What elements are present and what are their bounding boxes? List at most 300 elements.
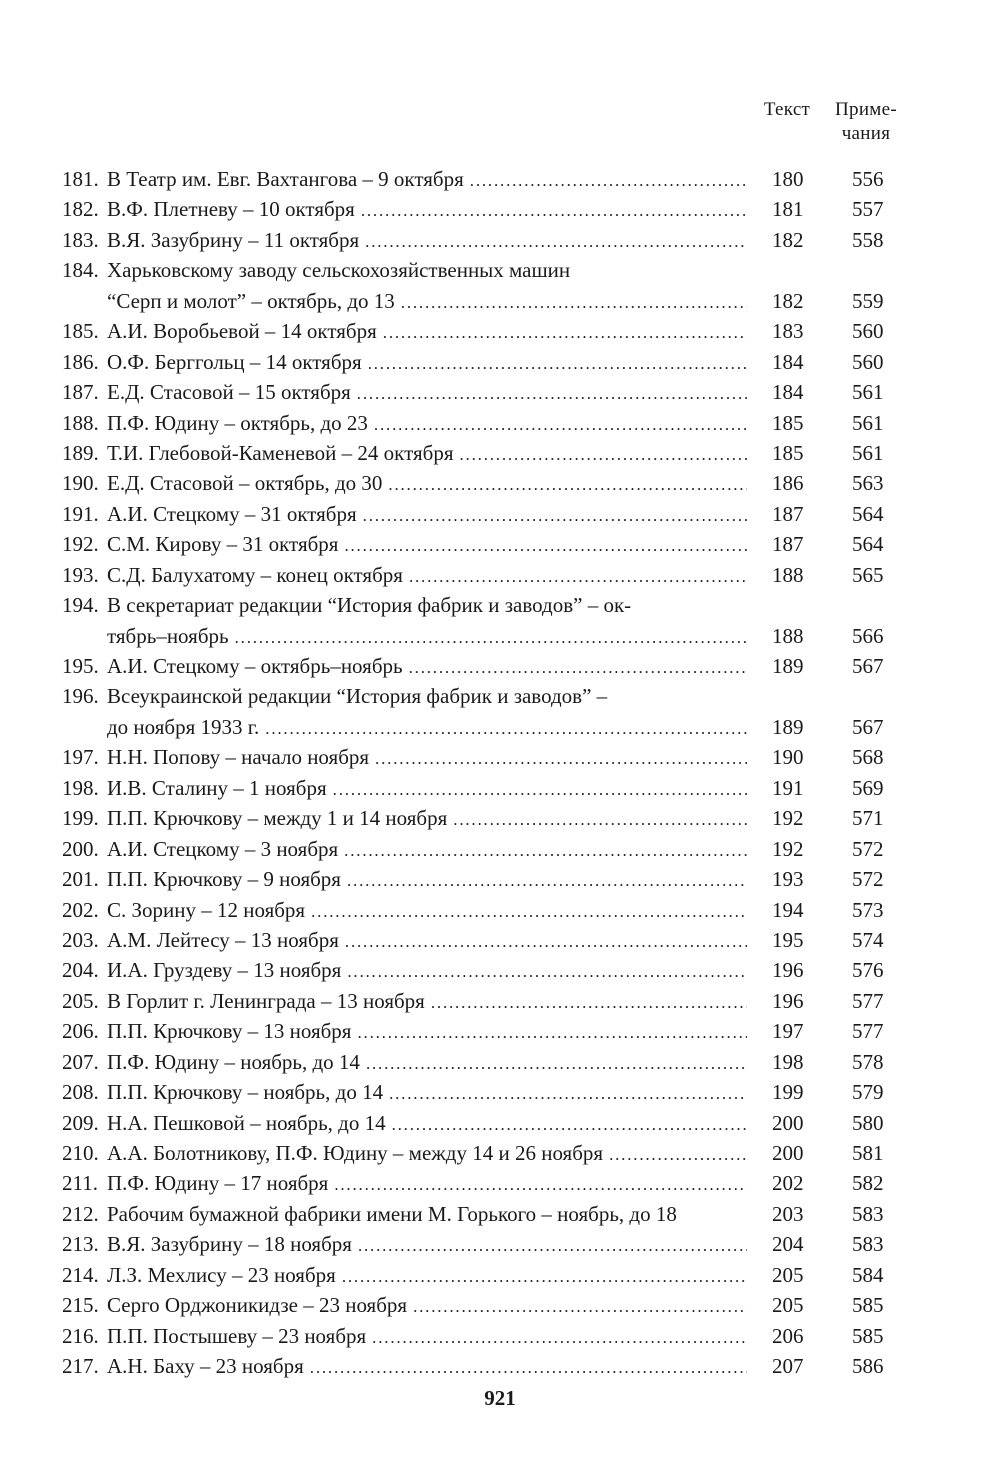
entry-title: А.И. Стецкому – октябрь–ноябрь	[107, 651, 409, 681]
dot-leader	[333, 775, 747, 805]
entry-title-with-leader	[107, 164, 747, 194]
dot-leader	[413, 1292, 747, 1322]
entry-title-with-leader	[107, 1047, 747, 1077]
toc-entry	[0, 834, 1000, 864]
dot-leader	[345, 927, 747, 957]
toc-entry-line	[0, 712, 1000, 742]
dot-leader	[347, 866, 747, 896]
toc-entry-line	[0, 225, 1000, 255]
entry-number: 197.	[62, 745, 99, 770]
notes-page-number: 581	[852, 1141, 884, 1165]
entry-number: 212.	[62, 1201, 99, 1226]
dot-leader	[334, 1170, 747, 1200]
dot-leader	[374, 410, 747, 440]
toc-entry-line	[0, 164, 1000, 194]
entry-number: 211.	[62, 1171, 98, 1196]
entry-title: П.Ф. Юдину – октябрь, до 23	[107, 408, 374, 438]
toc-entry	[0, 803, 1000, 833]
text-page-number: 185	[772, 410, 804, 435]
toc-entry	[0, 408, 1000, 438]
entry-title-with-leader	[107, 225, 747, 255]
dot-leader	[342, 1262, 747, 1292]
entry-title: Л.З. Мехлису – 23 ноября	[107, 1260, 342, 1290]
entry-title-with-leader	[107, 560, 747, 590]
toc-entry	[0, 1047, 1000, 1077]
text-page-number: 205	[772, 1293, 804, 1318]
text-page-number: 186	[772, 471, 804, 496]
toc-entry	[0, 1016, 1000, 1046]
toc-entry	[0, 955, 1000, 985]
entry-title-with-leader	[107, 499, 747, 529]
column-header-text-label: Текст	[763, 99, 811, 120]
entry-title-with-leader	[107, 377, 747, 407]
text-page-number: 205	[772, 1262, 804, 1287]
dot-leader	[361, 196, 747, 226]
toc-entry-line	[0, 1229, 1000, 1259]
entry-title: И.В. Сталину – 1 ноября	[107, 773, 333, 803]
entry-title: П.П. Постышеву – 23 ноября	[107, 1321, 372, 1351]
dot-leader	[310, 1353, 747, 1383]
notes-page-number: 567	[852, 714, 884, 739]
entry-title: Всеукраинской редакции “История фабрик и заводов” –	[107, 684, 608, 709]
notes-page-number: 556	[852, 167, 884, 191]
text-page-number: 206	[772, 1323, 804, 1348]
toc-entry	[0, 1077, 1000, 1107]
toc-entry	[0, 1290, 1000, 1320]
toc-entry	[0, 590, 1000, 651]
dot-leader	[460, 440, 748, 470]
notes-page-number: 569	[852, 775, 884, 800]
text-page-number: 184	[772, 380, 804, 405]
toc-entry	[0, 225, 1000, 255]
text-page-number: 200	[772, 1110, 804, 1135]
toc-entry	[0, 468, 1000, 498]
toc-entry-line	[0, 255, 1000, 285]
notes-page-number: 578	[852, 1049, 884, 1074]
entry-number: 186.	[62, 349, 99, 374]
entry-number: 182.	[62, 197, 99, 222]
toc-entry	[0, 347, 1000, 377]
toc-entry-line	[0, 438, 1000, 468]
entry-number: 215.	[62, 1293, 99, 1318]
entry-title: В.Я. Зазубрину – 11 октября	[107, 225, 365, 255]
toc-entry-line	[0, 864, 1000, 894]
entry-number: 208.	[62, 1080, 99, 1105]
entry-title-with-leader	[107, 621, 747, 651]
entry-number: 190.	[62, 471, 99, 496]
entry-title-with-leader	[107, 438, 747, 468]
text-page-number: 204	[772, 1232, 804, 1257]
entry-title-with-leader	[107, 834, 747, 864]
dot-leader	[609, 1140, 747, 1170]
entry-title: тябрь–ноябрь	[107, 621, 235, 651]
entry-number: 209.	[62, 1110, 99, 1135]
dot-leader	[311, 897, 747, 927]
toc-entry	[0, 651, 1000, 681]
toc-entry-line	[0, 986, 1000, 1016]
text-page-number: 187	[772, 501, 804, 526]
entry-title: В Горлит г. Ленинграда – 13 ноября	[107, 986, 431, 1016]
toc-entry	[0, 316, 1000, 346]
dot-leader	[368, 349, 747, 379]
entry-title-with-leader	[107, 742, 747, 772]
notes-page-number: 577	[852, 1019, 884, 1044]
text-page-number: 182	[772, 288, 804, 313]
entry-title: В секретариат редакции “История фабрик и заводов” – ок-	[107, 593, 632, 618]
toc-entry	[0, 742, 1000, 772]
text-page-number: 192	[772, 836, 804, 861]
toc-entry	[0, 438, 1000, 468]
text-page-number: 187	[772, 532, 804, 557]
notes-page-number: 584	[852, 1262, 884, 1287]
toc-entry-line	[0, 803, 1000, 833]
dot-leader	[401, 288, 747, 318]
entry-number: 207.	[62, 1049, 99, 1074]
text-page-number: 200	[772, 1141, 804, 1165]
notes-page-number: 560	[852, 349, 884, 374]
entry-title: П.Ф. Юдину – ноябрь, до 14	[107, 1047, 366, 1077]
notes-page-number: 579	[852, 1080, 884, 1105]
toc-entry-line	[0, 1351, 1000, 1381]
entry-title: А.И. Воробьевой – 14 октября	[107, 316, 383, 346]
toc-entry-line	[0, 468, 1000, 498]
table-of-contents	[0, 164, 1000, 1382]
entry-number: 201.	[62, 867, 99, 892]
entry-title-with-leader	[107, 347, 747, 377]
toc-entry-line	[0, 621, 1000, 651]
text-page-number: 207	[772, 1354, 804, 1379]
text-page-number: 193	[772, 867, 804, 892]
entry-title-with-leader	[107, 864, 747, 894]
entry-number: 217.	[62, 1354, 99, 1379]
notes-page-number: 583	[852, 1201, 884, 1226]
toc-entry-line	[0, 681, 1000, 711]
notes-page-number: 573	[852, 897, 884, 922]
entry-title: А.И. Стецкому – 3 ноября	[107, 834, 344, 864]
entry-title: Е.Д. Стасовой – октябрь, до 30	[107, 468, 388, 498]
toc-entry	[0, 895, 1000, 925]
dot-leader	[431, 988, 747, 1018]
notes-page-number: 574	[852, 927, 884, 952]
entry-number: 194.	[62, 593, 99, 618]
entry-title: И.А. Груздеву – 13 ноября	[107, 955, 347, 985]
entry-title-with-leader	[107, 1077, 747, 1107]
entry-number: 210.	[62, 1141, 99, 1165]
toc-entry-line	[0, 194, 1000, 224]
entry-title: Е.Д. Стасовой – 15 октября	[107, 377, 357, 407]
notes-page-number: 560	[852, 319, 884, 344]
entry-title: В Театр им. Евг. Вахтангова – 9 октября	[107, 164, 470, 194]
text-page-number: 181	[772, 197, 804, 222]
notes-page-number: 559	[852, 288, 884, 313]
entry-title-with-leader	[107, 408, 747, 438]
entry-title: А.И. Стецкому – 31 октября	[107, 499, 363, 529]
entry-number: 203.	[62, 927, 99, 952]
dot-leader	[372, 1323, 747, 1353]
entry-title-with-leader	[107, 468, 747, 498]
entry-title-with-leader	[107, 1138, 747, 1168]
entry-title-with-leader	[107, 803, 747, 833]
entry-number: 205.	[62, 988, 99, 1013]
entry-title: А.А. Болотникову, П.Ф. Юдину – между 14 и 26 ноября	[107, 1138, 609, 1168]
entry-number: 192.	[62, 532, 99, 557]
dot-leader	[366, 1049, 747, 1079]
toc-entry	[0, 1321, 1000, 1351]
notes-page-number: 572	[852, 867, 884, 892]
toc-entry	[0, 529, 1000, 559]
notes-page-number: 572	[852, 836, 884, 861]
text-page-number: 188	[772, 562, 804, 587]
dot-leader	[363, 501, 747, 531]
dot-leader	[358, 1231, 747, 1261]
dot-leader	[388, 470, 747, 500]
text-page-number: 196	[772, 988, 804, 1013]
toc-entry-line	[0, 560, 1000, 590]
entry-title-with-leader	[107, 316, 747, 346]
toc-entry	[0, 864, 1000, 894]
entry-title: О.Ф. Берггольц – 14 октября	[107, 347, 368, 377]
entry-title: до ноября 1933 г.	[107, 712, 265, 742]
notes-page-number: 567	[852, 654, 884, 678]
toc-entry-line	[0, 651, 1000, 681]
notes-page-number: 582	[852, 1171, 884, 1196]
column-header-notes-line2: чания	[841, 123, 891, 144]
toc-entry	[0, 925, 1000, 955]
entry-title: “Серп и молот” – октябрь, до 13	[107, 286, 401, 316]
entry-title: Серго Орджоникидзе – 23 ноября	[107, 1290, 413, 1320]
notes-page-number: 568	[852, 745, 884, 770]
toc-entry	[0, 1351, 1000, 1381]
entry-title: А.М. Лейтесу – 13 ноября	[107, 925, 345, 955]
entry-title-with-leader	[107, 1321, 747, 1351]
notes-page-number: 583	[852, 1232, 884, 1257]
entry-number: 181.	[62, 167, 99, 191]
entry-title: П.Ф. Юдину – 17 ноября	[107, 1168, 334, 1198]
entry-title-with-leader	[107, 773, 747, 803]
text-page-number: 189	[772, 654, 804, 678]
entry-title: Харьковскому заводу сельскохозяйственных машин	[107, 258, 571, 283]
entry-number: 195.	[62, 654, 99, 678]
toc-entry	[0, 499, 1000, 529]
column-header-notes	[830, 98, 902, 146]
text-page-number: 194	[772, 897, 804, 922]
entry-title-with-leader	[107, 1016, 747, 1046]
text-page-number: 192	[772, 806, 804, 831]
notes-page-number: 564	[852, 501, 884, 526]
toc-entry-line	[0, 955, 1000, 985]
dot-leader	[344, 531, 747, 561]
entry-title-with-leader	[107, 1229, 747, 1259]
text-page-number: 198	[772, 1049, 804, 1074]
dot-leader	[365, 227, 747, 257]
text-page-number: 188	[772, 623, 804, 648]
entry-number: 196.	[62, 684, 99, 709]
toc-entry-line	[0, 1168, 1000, 1198]
toc-entry	[0, 1138, 1000, 1168]
entry-title: С.Д. Балухатому – конец октября	[107, 560, 409, 590]
notes-page-number: 576	[852, 958, 884, 983]
dot-leader	[453, 805, 747, 835]
entry-title: Рабочим бумажной фабрики имени М. Горького – ноябрь, до 18	[107, 1201, 677, 1226]
toc-entry	[0, 194, 1000, 224]
entry-number: 193.	[62, 562, 99, 587]
dot-leader	[265, 714, 747, 744]
entry-number: 216.	[62, 1323, 99, 1348]
entry-number: 206.	[62, 1019, 99, 1044]
page-number: 921	[484, 1386, 516, 1410]
text-page-number: 197	[772, 1019, 804, 1044]
text-page-number: 180	[772, 167, 804, 191]
entry-title-with-leader	[107, 1108, 747, 1138]
entry-number: 200.	[62, 836, 99, 861]
text-page-number: 196	[772, 958, 804, 983]
entry-title: А.Н. Баху – 23 ноября	[107, 1351, 310, 1381]
text-page-number: 182	[772, 227, 804, 252]
toc-entry-line	[0, 925, 1000, 955]
toc-entry	[0, 164, 1000, 194]
dot-leader	[389, 1079, 747, 1109]
entry-title: П.П. Крючкову – ноябрь, до 14	[107, 1077, 389, 1107]
dot-leader	[470, 166, 747, 196]
dot-leader	[344, 836, 747, 866]
entry-number: 183.	[62, 227, 99, 252]
entry-title: В.Ф. Плетневу – 10 октября	[107, 194, 361, 224]
toc-entry-line	[0, 895, 1000, 925]
entry-number: 214.	[62, 1262, 99, 1287]
dot-leader	[357, 1018, 747, 1048]
entry-title-with-leader	[107, 194, 747, 224]
toc-entry-line	[0, 1016, 1000, 1046]
notes-page-number: 557	[852, 197, 884, 222]
entry-title: С.М. Кирову – 31 октября	[107, 529, 344, 559]
entry-title: П.П. Крючкову – 9 ноября	[107, 864, 347, 894]
toc-entry-line	[0, 1047, 1000, 1077]
entry-title: Н.А. Пешковой – ноябрь, до 14	[107, 1108, 392, 1138]
toc-entry	[0, 1229, 1000, 1259]
entry-number: 204.	[62, 958, 99, 983]
entry-title: В.Я. Зазубрину – 18 ноября	[107, 1229, 358, 1259]
dot-leader	[235, 623, 747, 653]
dot-leader	[375, 744, 747, 774]
text-page-number: 203	[772, 1201, 804, 1226]
notes-page-number: 563	[852, 471, 884, 496]
entry-number: 202.	[62, 897, 99, 922]
notes-page-number: 585	[852, 1323, 884, 1348]
toc-entry-line	[0, 1199, 1000, 1229]
toc-entry-line	[0, 1321, 1000, 1351]
text-page-number: 185	[772, 440, 804, 465]
entry-number: 198.	[62, 775, 99, 800]
text-page-number: 189	[772, 714, 804, 739]
toc-entry-line	[0, 590, 1000, 620]
toc-entry-line	[0, 1077, 1000, 1107]
entry-title-with-leader	[107, 1260, 747, 1290]
toc-entry	[0, 1199, 1000, 1229]
toc-entry-line	[0, 1108, 1000, 1138]
entry-title: Т.И. Глебовой-Каменевой – 24 октября	[107, 438, 460, 468]
toc-entry-line	[0, 316, 1000, 346]
toc-entry-line	[0, 377, 1000, 407]
text-page-number: 190	[772, 745, 804, 770]
entry-title-with-leader	[107, 712, 747, 742]
toc-entry	[0, 377, 1000, 407]
entry-number: 185.	[62, 319, 99, 344]
text-page-number: 195	[772, 927, 804, 952]
notes-page-number: 561	[852, 380, 884, 405]
entry-number: 187.	[62, 380, 99, 405]
entry-number: 213.	[62, 1232, 99, 1257]
toc-entry-line	[0, 499, 1000, 529]
toc-entry	[0, 560, 1000, 590]
dot-leader	[409, 653, 747, 683]
toc-entry-line	[0, 1138, 1000, 1168]
entry-title: П.П. Крючкову – между 1 и 14 ноября	[107, 803, 453, 833]
notes-page-number: 586	[852, 1354, 884, 1379]
text-page-number: 191	[772, 775, 804, 800]
text-page-number: 202	[772, 1171, 804, 1196]
text-page-number: 199	[772, 1080, 804, 1105]
dot-leader	[357, 379, 747, 409]
dot-leader	[383, 318, 747, 348]
notes-page-number: 564	[852, 532, 884, 557]
notes-page-number: 566	[852, 623, 884, 648]
notes-page-number: 565	[852, 562, 884, 587]
toc-entry	[0, 255, 1000, 316]
entry-title: С. Зорину – 12 ноября	[107, 895, 311, 925]
entry-number: 184.	[62, 258, 99, 283]
dot-leader	[392, 1110, 747, 1140]
entry-title-with-leader	[107, 286, 747, 316]
toc-entry-line	[0, 529, 1000, 559]
entry-title: П.П. Крючкову – 13 ноября	[107, 1016, 357, 1046]
dot-leader	[409, 562, 747, 592]
toc-entry-line	[0, 286, 1000, 316]
column-header-text	[755, 98, 819, 122]
notes-page-number: 558	[852, 227, 884, 252]
entry-number: 189.	[62, 440, 99, 465]
entry-title-with-leader	[107, 1168, 747, 1198]
notes-page-number: 580	[852, 1110, 884, 1135]
entry-number: 188.	[62, 410, 99, 435]
dot-leader	[347, 957, 747, 987]
entry-title-with-leader	[107, 925, 747, 955]
notes-page-number: 585	[852, 1293, 884, 1318]
toc-entry-line	[0, 742, 1000, 772]
column-header-notes-line1: Приме-	[835, 99, 897, 120]
toc-entry	[0, 681, 1000, 742]
toc-entry	[0, 1260, 1000, 1290]
entry-title-with-leader	[107, 1351, 747, 1381]
toc-entry-line	[0, 1260, 1000, 1290]
entry-title-with-leader	[107, 955, 747, 985]
toc-entry-line	[0, 347, 1000, 377]
entry-title-with-leader	[107, 895, 747, 925]
text-page-number: 184	[772, 349, 804, 374]
notes-page-number: 571	[852, 806, 884, 831]
toc-entry-line	[0, 834, 1000, 864]
toc-entry-line	[0, 1290, 1000, 1320]
toc-entry-line	[0, 773, 1000, 803]
entry-number: 191.	[62, 501, 99, 526]
toc-entry	[0, 986, 1000, 1016]
notes-page-number: 577	[852, 988, 884, 1013]
entry-title-with-leader	[107, 1290, 747, 1320]
entry-title-with-leader	[107, 529, 747, 559]
text-page-number: 183	[772, 319, 804, 344]
entry-title: Н.Н. Попову – начало ноября	[107, 742, 375, 772]
toc-entry	[0, 773, 1000, 803]
toc-entry-line	[0, 408, 1000, 438]
